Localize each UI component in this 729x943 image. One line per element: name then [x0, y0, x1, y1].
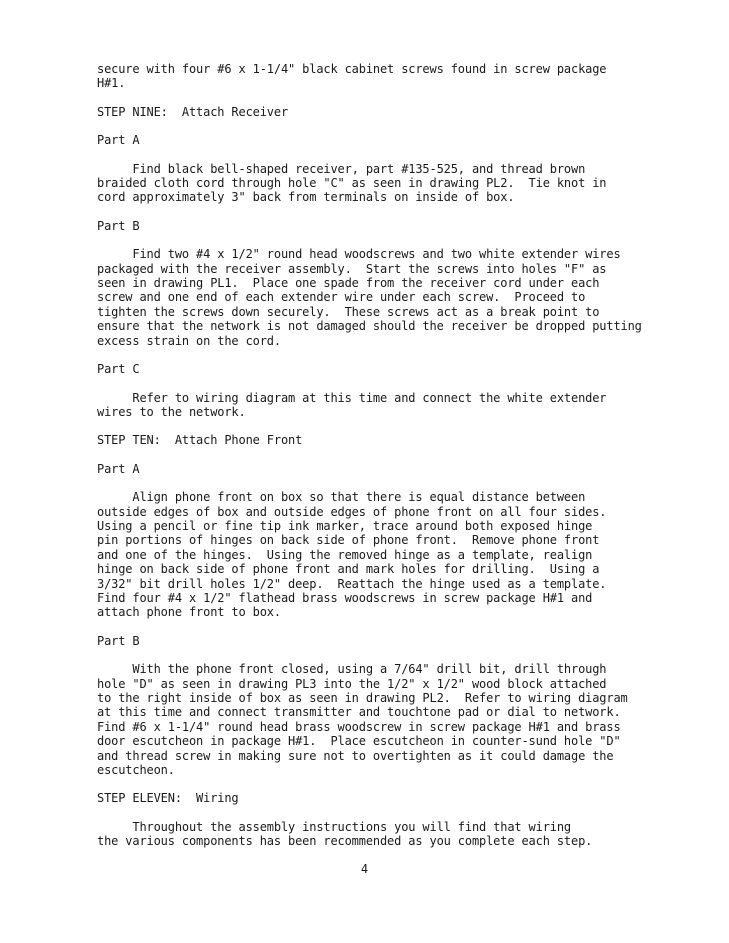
step-nine-part-c-heading: Part C: [97, 362, 140, 377]
paragraph-continuation: secure with four #6 x 1-1/4" black cabinet screws found in screw package H#1.: [97, 62, 607, 91]
page-number: 4: [360, 862, 369, 876]
step-ten-part-a-text: Align phone front on box so that there is equal distance between outside edges of box and outside edges of phone front on all four sides. Using a pencil or fine tip ink marker, trace around both exposed hinge pin portions of hinges on back side of phone front. Remove phone front and one of the hinges. Using the removed hinge as a template, realign hinge on back side of phone front and mark holes for drilling. Using a 3/32" bit drill holes 1/2" deep. Reattach the hinge used as a template. Find four #4 x 1/2" flathead brass woodscrews in screw package H#1 and attach phone front to box.: [97, 490, 607, 620]
step-nine-part-b-text: Find two #4 x 1/2" round head woodscrews and two white extender wires packaged with the receiver assembly. Start the screws into holes "F" as seen in drawing PL1. Place one spade from the receiver cord under each screw and one end of each extender wire under each screw. Proceed to tighten the screws down securely. These screws act as a break point to ensure that the network is not damaged should the receiver be dropped putting excess strain on the cord.: [97, 247, 642, 348]
step-ten-heading: STEP TEN: Attach Phone Front: [97, 433, 303, 448]
step-ten-part-b-heading: Part B: [97, 633, 140, 648]
step-ten-part-a-heading: Part A: [97, 461, 140, 476]
step-eleven-heading: STEP ELEVEN: Wiring: [97, 791, 239, 806]
step-nine-part-c-text: Refer to wiring diagram at this time and connect the white extender wires to the network.: [97, 390, 607, 419]
step-eleven-text: Throughout the assembly instructions you will find that wiring the various components has been recommended as you complete each step.: [97, 819, 593, 849]
step-nine-part-a-heading: Part A: [97, 133, 140, 148]
step-nine-part-b-heading: Part B: [97, 218, 140, 233]
step-nine-part-a-text: Find black bell-shaped receiver, part #135-525, and thread brown braided cloth cord through hole "C" as seen in drawing PL2. Tie knot in cord approximately 3" back from terminals on inside of box.: [97, 161, 607, 205]
step-ten-part-b-text: With the phone front closed, using a 7/64" drill bit, drill through hole "D" as seen in drawing PL3 into the 1/2" x 1/2" wood block attached to the right inside of box as seen in drawing PL2. Refer to wiring diagram at this time and connect transmitter and touchtone pad or dial to network. Find #6 x 1-1/4" round head brass woodscrew in screw package H#1 and brass door escutcheon in package H#1. Place escutcheon in counter-sund hole "D" and thread screw in making sure not to overtighten as it could damage the escutcheon.: [97, 662, 628, 778]
step-nine-heading: STEP NINE: Attach Receiver: [97, 104, 289, 119]
document-page: [97, 62, 657, 849]
